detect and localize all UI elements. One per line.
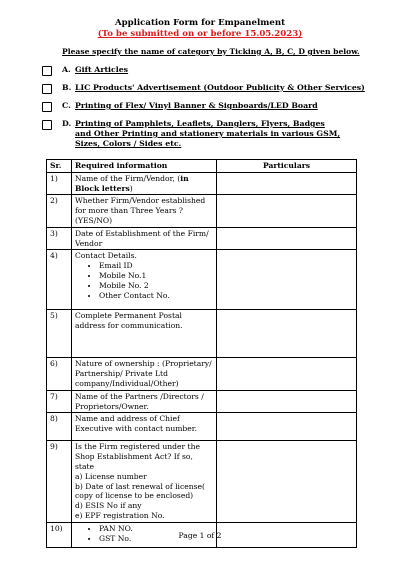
option-c-checkbox[interactable] xyxy=(42,102,52,112)
category-option-b[interactable] xyxy=(42,83,365,94)
table-row xyxy=(47,250,357,310)
submission-deadline: (To be submitted on or before 15.05.2023) xyxy=(97,29,303,39)
col-header-particulars: Particulars xyxy=(217,160,357,173)
form-title: Application Form for Empanelment xyxy=(114,18,286,28)
option-letter: D. xyxy=(62,119,72,128)
list-item: • Mobile No. 2 xyxy=(99,281,213,291)
particulars-cell[interactable] xyxy=(217,413,357,441)
category-instruction: Please specify the name of category by Ticking A, B, C, D given below. xyxy=(62,47,360,56)
table-row xyxy=(47,172,357,195)
list-item: • Email ID xyxy=(99,261,213,271)
row-info: Complete Permanent Postal address for communication. xyxy=(72,310,217,358)
table-row xyxy=(47,310,357,358)
table-row xyxy=(47,441,357,522)
particulars-cell[interactable] xyxy=(217,310,357,358)
col-header-required-info: Required information xyxy=(72,160,217,173)
row-info: Is the Firm registered under the Shop Establishment Act? If so, state a) License number b) Date of last renewal of license( copy of license to be enclosed) d) ESIS No if any e) EPF registration No. xyxy=(72,441,217,522)
row-info: Name of the Firm/Vendor, (in Block letters) xyxy=(72,172,217,195)
particulars-cell[interactable] xyxy=(217,358,357,390)
particulars-cell[interactable] xyxy=(217,441,357,522)
table-row xyxy=(47,227,357,250)
option-text: Printing of Flex/ Vinyl Banner & Signboards/LED Board xyxy=(75,101,318,110)
row-sr: 8) xyxy=(47,413,72,441)
particulars-cell[interactable] xyxy=(217,172,357,195)
row-info: Whether Firm/Vendor established for more than Three Years ? (YES/NO) xyxy=(72,195,217,227)
table-row xyxy=(47,195,357,227)
option-letter: B. xyxy=(62,83,72,92)
table-row xyxy=(47,413,357,441)
row-sr: 5) xyxy=(47,310,72,358)
option-text: Gift Articles xyxy=(75,65,129,74)
row-sr: 6) xyxy=(47,358,72,390)
row-info: Nature of ownership : (Proprietary/ Partnership/ Private Ltd company/Individual/Other) xyxy=(72,358,217,390)
row-sr: 10) xyxy=(47,522,72,547)
option-letter: C. xyxy=(62,101,71,110)
row-sr: 7) xyxy=(47,390,72,413)
particulars-cell[interactable] xyxy=(217,227,357,250)
col-header-sr: Sr. xyxy=(47,160,72,173)
category-option-d[interactable] xyxy=(42,119,342,149)
particulars-cell[interactable] xyxy=(217,250,357,310)
list-item: • Mobile No.1 xyxy=(99,271,213,281)
option-letter: A. xyxy=(62,65,71,74)
row-sr: 3) xyxy=(47,227,72,250)
list-item: a) License number xyxy=(75,471,147,481)
list-item: • Other Contact No. xyxy=(99,291,213,301)
list-item: • GST No. xyxy=(99,534,213,544)
list-item: e) EPF registration No. xyxy=(75,510,165,520)
list-item: d) ESIS No if any xyxy=(75,501,142,511)
row-info: Name of the Partners /Directors / Proprietors/Owner. xyxy=(72,390,217,413)
row-sr: 9) xyxy=(47,441,72,522)
option-text: LIC Products' Advertisement (Outdoor Publicity & Other Services) xyxy=(75,83,365,92)
row-sr: 2) xyxy=(47,195,72,227)
particulars-cell[interactable] xyxy=(217,390,357,413)
list-item: b) Date of last renewal of license( copy of license to be enclosed) xyxy=(75,481,205,501)
table-row xyxy=(47,390,357,413)
list-item: • PAN NO. xyxy=(99,524,213,534)
empanelment-info-table xyxy=(46,159,357,548)
option-d-checkbox[interactable] xyxy=(42,120,52,130)
row-info: Date of Establishment of the Firm/ Vendor xyxy=(72,227,217,250)
row-sr: 4) xyxy=(47,250,72,310)
category-option-c[interactable] xyxy=(42,101,318,112)
row-info: Name and address of Chief Executive with contact number. xyxy=(72,413,217,441)
row-sr: 1) xyxy=(47,172,72,195)
category-option-a[interactable] xyxy=(42,65,128,76)
particulars-cell[interactable] xyxy=(217,195,357,227)
option-a-checkbox[interactable] xyxy=(42,66,52,76)
table-row xyxy=(47,358,357,390)
page-number: Page 1 of 2 xyxy=(178,531,222,540)
option-b-checkbox[interactable] xyxy=(42,84,52,94)
row-info: Contact Details. • Email ID • Mobile No.1 • Mobile No. 2 • Other Contact No. xyxy=(72,250,217,310)
option-text: Printing of Pamphlets, Leaflets, Danglers, Flyers, Badges and Other Printing and stationery materials in various GSM, Sizes, Colors / Sides etc. xyxy=(75,119,341,148)
